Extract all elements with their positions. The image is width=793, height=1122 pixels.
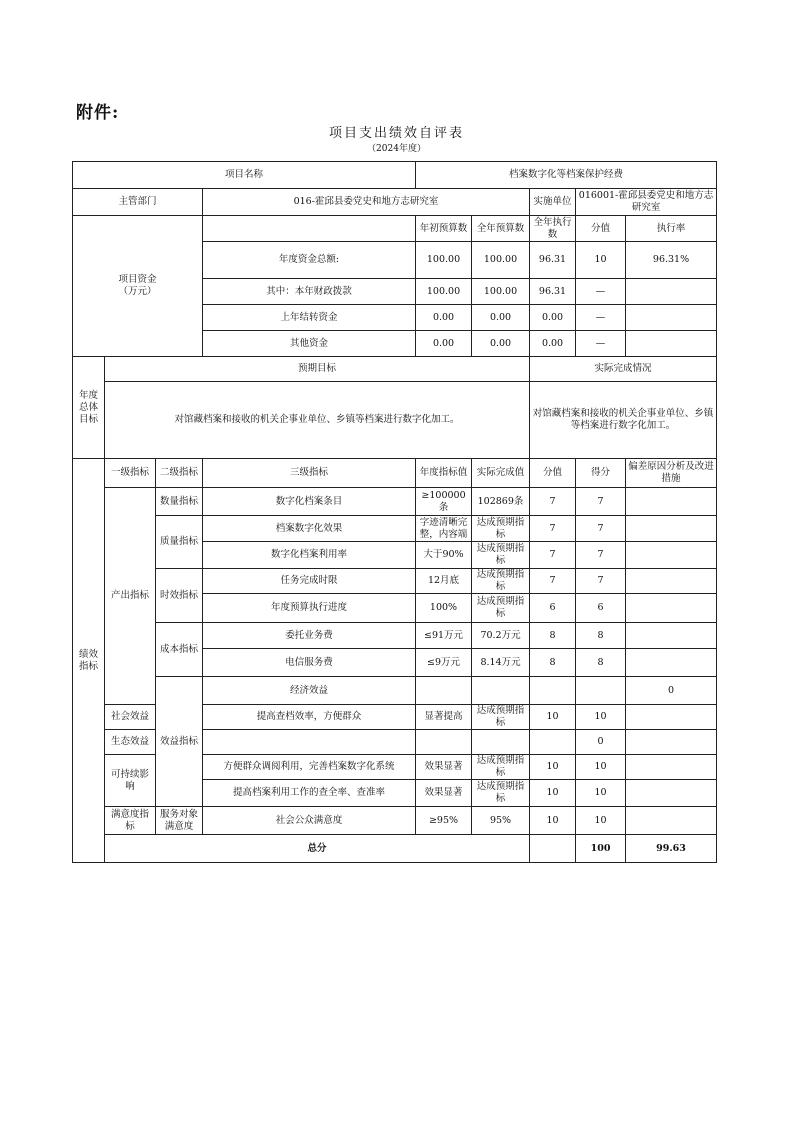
total-score: 99.63 xyxy=(626,835,717,863)
funds-label: 项目资金 （万元） xyxy=(73,216,203,357)
table-row xyxy=(73,516,717,542)
project-name-label: 项目名称 xyxy=(73,162,416,189)
year-label: （2024年度） xyxy=(367,144,426,154)
funds-header: 全年预算数 xyxy=(472,216,530,242)
funds-header: 执行率 xyxy=(626,216,717,242)
indicator-value: 8 xyxy=(530,649,576,677)
total-value: 100 xyxy=(576,835,626,863)
indicator-name: 提高档案利用工作的查全率、查准率 xyxy=(203,780,416,807)
indicator-score: 10 xyxy=(576,705,626,730)
indicator-score: 7 xyxy=(576,569,626,594)
indicator-score: 6 xyxy=(576,594,626,623)
indicator-actual: 达成预期指标 xyxy=(472,516,530,542)
funds-initial: 0.00 xyxy=(416,331,472,357)
funds-annual: 0.00 xyxy=(472,331,530,357)
total-label: 总分 xyxy=(105,835,530,863)
satisfaction-sub-label: 服务对象满意度 xyxy=(156,807,203,835)
indicator-score: 10 xyxy=(576,807,626,835)
indicator-reason xyxy=(626,542,717,569)
indicator-actual: 102869条 xyxy=(472,488,530,516)
timeliness-label: 时效指标 xyxy=(156,569,203,623)
funds-initial: 100.00 xyxy=(416,242,472,279)
indicator-actual xyxy=(472,730,530,755)
indicators-header: 实际完成值 xyxy=(472,459,530,488)
indicator-reason xyxy=(626,755,717,780)
funds-rate xyxy=(626,279,717,305)
page-title: 项目支出绩效自评表 xyxy=(328,126,464,141)
indicator-actual: 达成预期指标 xyxy=(472,594,530,623)
indicator-target: 12月底 xyxy=(416,569,472,594)
indicator-reason xyxy=(626,705,717,730)
table-row xyxy=(73,569,717,594)
indicator-name: 社会公众满意度 xyxy=(203,807,416,835)
funds-executed: 0.00 xyxy=(530,331,576,357)
indicator-value: 10 xyxy=(530,807,576,835)
indicator-name: 提高查档效率，方便群众 xyxy=(203,705,416,730)
indicator-actual xyxy=(530,677,576,705)
indicator-target: 显著提高 xyxy=(416,705,472,730)
table-row xyxy=(73,677,717,705)
funds-annual: 100.00 xyxy=(472,242,530,279)
funds-executed: 96.31 xyxy=(530,279,576,305)
indicator-name: 年度预算执行进度 xyxy=(203,594,416,623)
indicator-name: 数字化档案条目 xyxy=(203,488,416,516)
indicator-name: 数字化档案利用率 xyxy=(203,542,416,569)
indicator-reason xyxy=(626,730,717,755)
indicator-name: 任务完成时限 xyxy=(203,569,416,594)
funds-initial: 100.00 xyxy=(416,279,472,305)
indicator-reason xyxy=(626,780,717,807)
expected-goal-label: 预期目标 xyxy=(105,357,530,382)
expected-goal-text: 对馆藏档案和接收的机关企事业单位、乡镇等档案进行数字化加工。 xyxy=(105,382,530,459)
indicator-score: 7 xyxy=(576,516,626,542)
indicator-name: 方便群众调阅利用，完善档案数字化系统 xyxy=(203,755,416,780)
actual-completion-label: 实际完成情况 xyxy=(530,357,717,382)
attachment-label: 附件: xyxy=(76,103,120,123)
indicator-reason xyxy=(626,516,717,542)
indicators-header: 年度指标值 xyxy=(416,459,472,488)
indicator-value: 6 xyxy=(530,594,576,623)
indicator-target: ≥95% xyxy=(416,807,472,835)
funds-row-label: 其他资金 xyxy=(203,331,416,357)
indicator-target: 100% xyxy=(416,594,472,623)
indicator-value: 7 xyxy=(530,488,576,516)
funds-header-blank xyxy=(203,216,416,242)
indicator-score: 0 xyxy=(576,730,626,755)
indicator-score: 8 xyxy=(576,649,626,677)
funds-executed: 0.00 xyxy=(530,305,576,331)
indicator-name: 委托业务费 xyxy=(203,623,416,649)
indicators-header: 一级指标 xyxy=(105,459,156,488)
ecological-label: 生态效益 xyxy=(105,730,156,755)
indicator-actual: 8.14万元 xyxy=(472,649,530,677)
indicator-score: 0 xyxy=(626,677,717,705)
goals-header-row xyxy=(73,357,717,382)
self-evaluation-table xyxy=(72,161,717,863)
funds-score-value: — xyxy=(576,331,626,357)
total-actual xyxy=(530,835,576,863)
indicator-actual: 达成预期指标 xyxy=(472,542,530,569)
indicator-reason xyxy=(626,569,717,594)
indicator-name: 档案数字化效果 xyxy=(203,516,416,542)
indicator-target xyxy=(472,677,530,705)
funds-header: 全年执行数 xyxy=(530,216,576,242)
dept-value: 016-霍邱县委党史和地方志研究室 xyxy=(203,189,530,216)
funds-row-label: 其中：本年财政拨款 xyxy=(203,279,416,305)
quantity-label: 数量指标 xyxy=(156,488,203,516)
goals-label: 年度总体目标 xyxy=(73,357,105,459)
funds-row-label: 年度资金总额: xyxy=(203,242,416,279)
indicator-score: 10 xyxy=(576,755,626,780)
indicator-score: 10 xyxy=(576,780,626,807)
indicator-score: 7 xyxy=(576,542,626,569)
indicator-value: 7 xyxy=(530,516,576,542)
department-row xyxy=(73,189,717,216)
unit-label: 实施单位 xyxy=(530,189,576,216)
indicator-target: 效果显著 xyxy=(416,780,472,807)
indicator-reason xyxy=(626,807,717,835)
social-label: 社会效益 xyxy=(105,705,156,730)
indicator-value xyxy=(576,677,626,705)
indicator-value: 10 xyxy=(530,780,576,807)
quality-label: 质量指标 xyxy=(156,516,203,569)
indicators-header: 三级指标 xyxy=(203,459,416,488)
table-row xyxy=(73,488,717,516)
indicator-name xyxy=(416,677,472,705)
indicator-value xyxy=(530,730,576,755)
indicators-header: 分值 xyxy=(530,459,576,488)
indicator-name xyxy=(203,730,416,755)
funds-executed: 96.31 xyxy=(530,242,576,279)
project-name-value: 档案数字化等档案保护经费 xyxy=(416,162,717,189)
funds-rate xyxy=(626,305,717,331)
funds-rate: 96.31% xyxy=(626,242,717,279)
indicator-target xyxy=(416,516,472,542)
cost-label: 成本指标 xyxy=(156,623,203,677)
indicators-header: 偏差原因分析及改进措施 xyxy=(626,459,717,488)
indicator-score: 8 xyxy=(576,623,626,649)
unit-value: 016001-霍邱县委党史和地方志研究室 xyxy=(576,189,717,216)
table-row xyxy=(73,623,717,649)
funds-rate xyxy=(626,331,717,357)
indicator-value: 7 xyxy=(530,542,576,569)
indicator-value: 7 xyxy=(530,569,576,594)
indicator-reason xyxy=(626,488,717,516)
output-label: 产出指标 xyxy=(105,488,156,705)
indicator-value: 8 xyxy=(530,623,576,649)
funds-annual: 0.00 xyxy=(472,305,530,331)
dept-label: 主管部门 xyxy=(73,189,203,216)
funds-row-label: 上年结转资金 xyxy=(203,305,416,331)
indicator-actual: 70.2万元 xyxy=(472,623,530,649)
indicator-target: ≥100000条 xyxy=(416,488,472,516)
indicator-actual: 达成预期指标 xyxy=(472,755,530,780)
indicator-reason xyxy=(626,594,717,623)
indicator-actual: 达成预期指标 xyxy=(472,780,530,807)
project-name-row xyxy=(73,162,717,189)
indicator-actual: 达成预期指标 xyxy=(472,705,530,730)
indicators-header: 二级指标 xyxy=(156,459,203,488)
table-row xyxy=(73,807,717,835)
indicator-actual: 95% xyxy=(472,807,530,835)
indicator-target-text: 字迹清晰完整，内容端 xyxy=(419,516,468,540)
goals-content-row xyxy=(73,382,717,459)
indicator-score: 7 xyxy=(576,488,626,516)
benefit-label: 效益指标 xyxy=(156,677,203,807)
indicator-value: 10 xyxy=(530,705,576,730)
indicator-target: 大于90% xyxy=(416,542,472,569)
funds-header: 分值 xyxy=(576,216,626,242)
funds-initial: 0.00 xyxy=(416,305,472,331)
sustainable-label: 可持续影响 xyxy=(105,755,156,807)
indicator-target xyxy=(416,730,472,755)
indicators-header: 得分 xyxy=(576,459,626,488)
funds-score-value: — xyxy=(576,279,626,305)
indicators-header-row xyxy=(73,459,717,488)
economic-label: 经济效益 xyxy=(203,677,416,705)
funds-header-row xyxy=(73,216,717,242)
funds-annual: 100.00 xyxy=(472,279,530,305)
indicators-label: 绩效指标 xyxy=(73,459,105,863)
total-row xyxy=(73,835,717,863)
satisfaction-label: 满意度指标 xyxy=(105,807,156,835)
indicator-target: 效果显著 xyxy=(416,755,472,780)
indicator-reason xyxy=(626,623,717,649)
indicator-name: 电信服务费 xyxy=(203,649,416,677)
indicator-value: 10 xyxy=(530,755,576,780)
funds-score-value: 10 xyxy=(576,242,626,279)
indicator-target: ≤91万元 xyxy=(416,623,472,649)
funds-header: 年初预算数 xyxy=(416,216,472,242)
actual-completion-text: 对馆藏档案和接收的机关企事业单位、乡镇等档案进行数字化加工。 xyxy=(530,382,717,459)
indicator-reason xyxy=(626,649,717,677)
indicator-target: ≤9万元 xyxy=(416,649,472,677)
funds-score-value: — xyxy=(576,305,626,331)
indicator-actual: 达成预期指标 xyxy=(472,569,530,594)
